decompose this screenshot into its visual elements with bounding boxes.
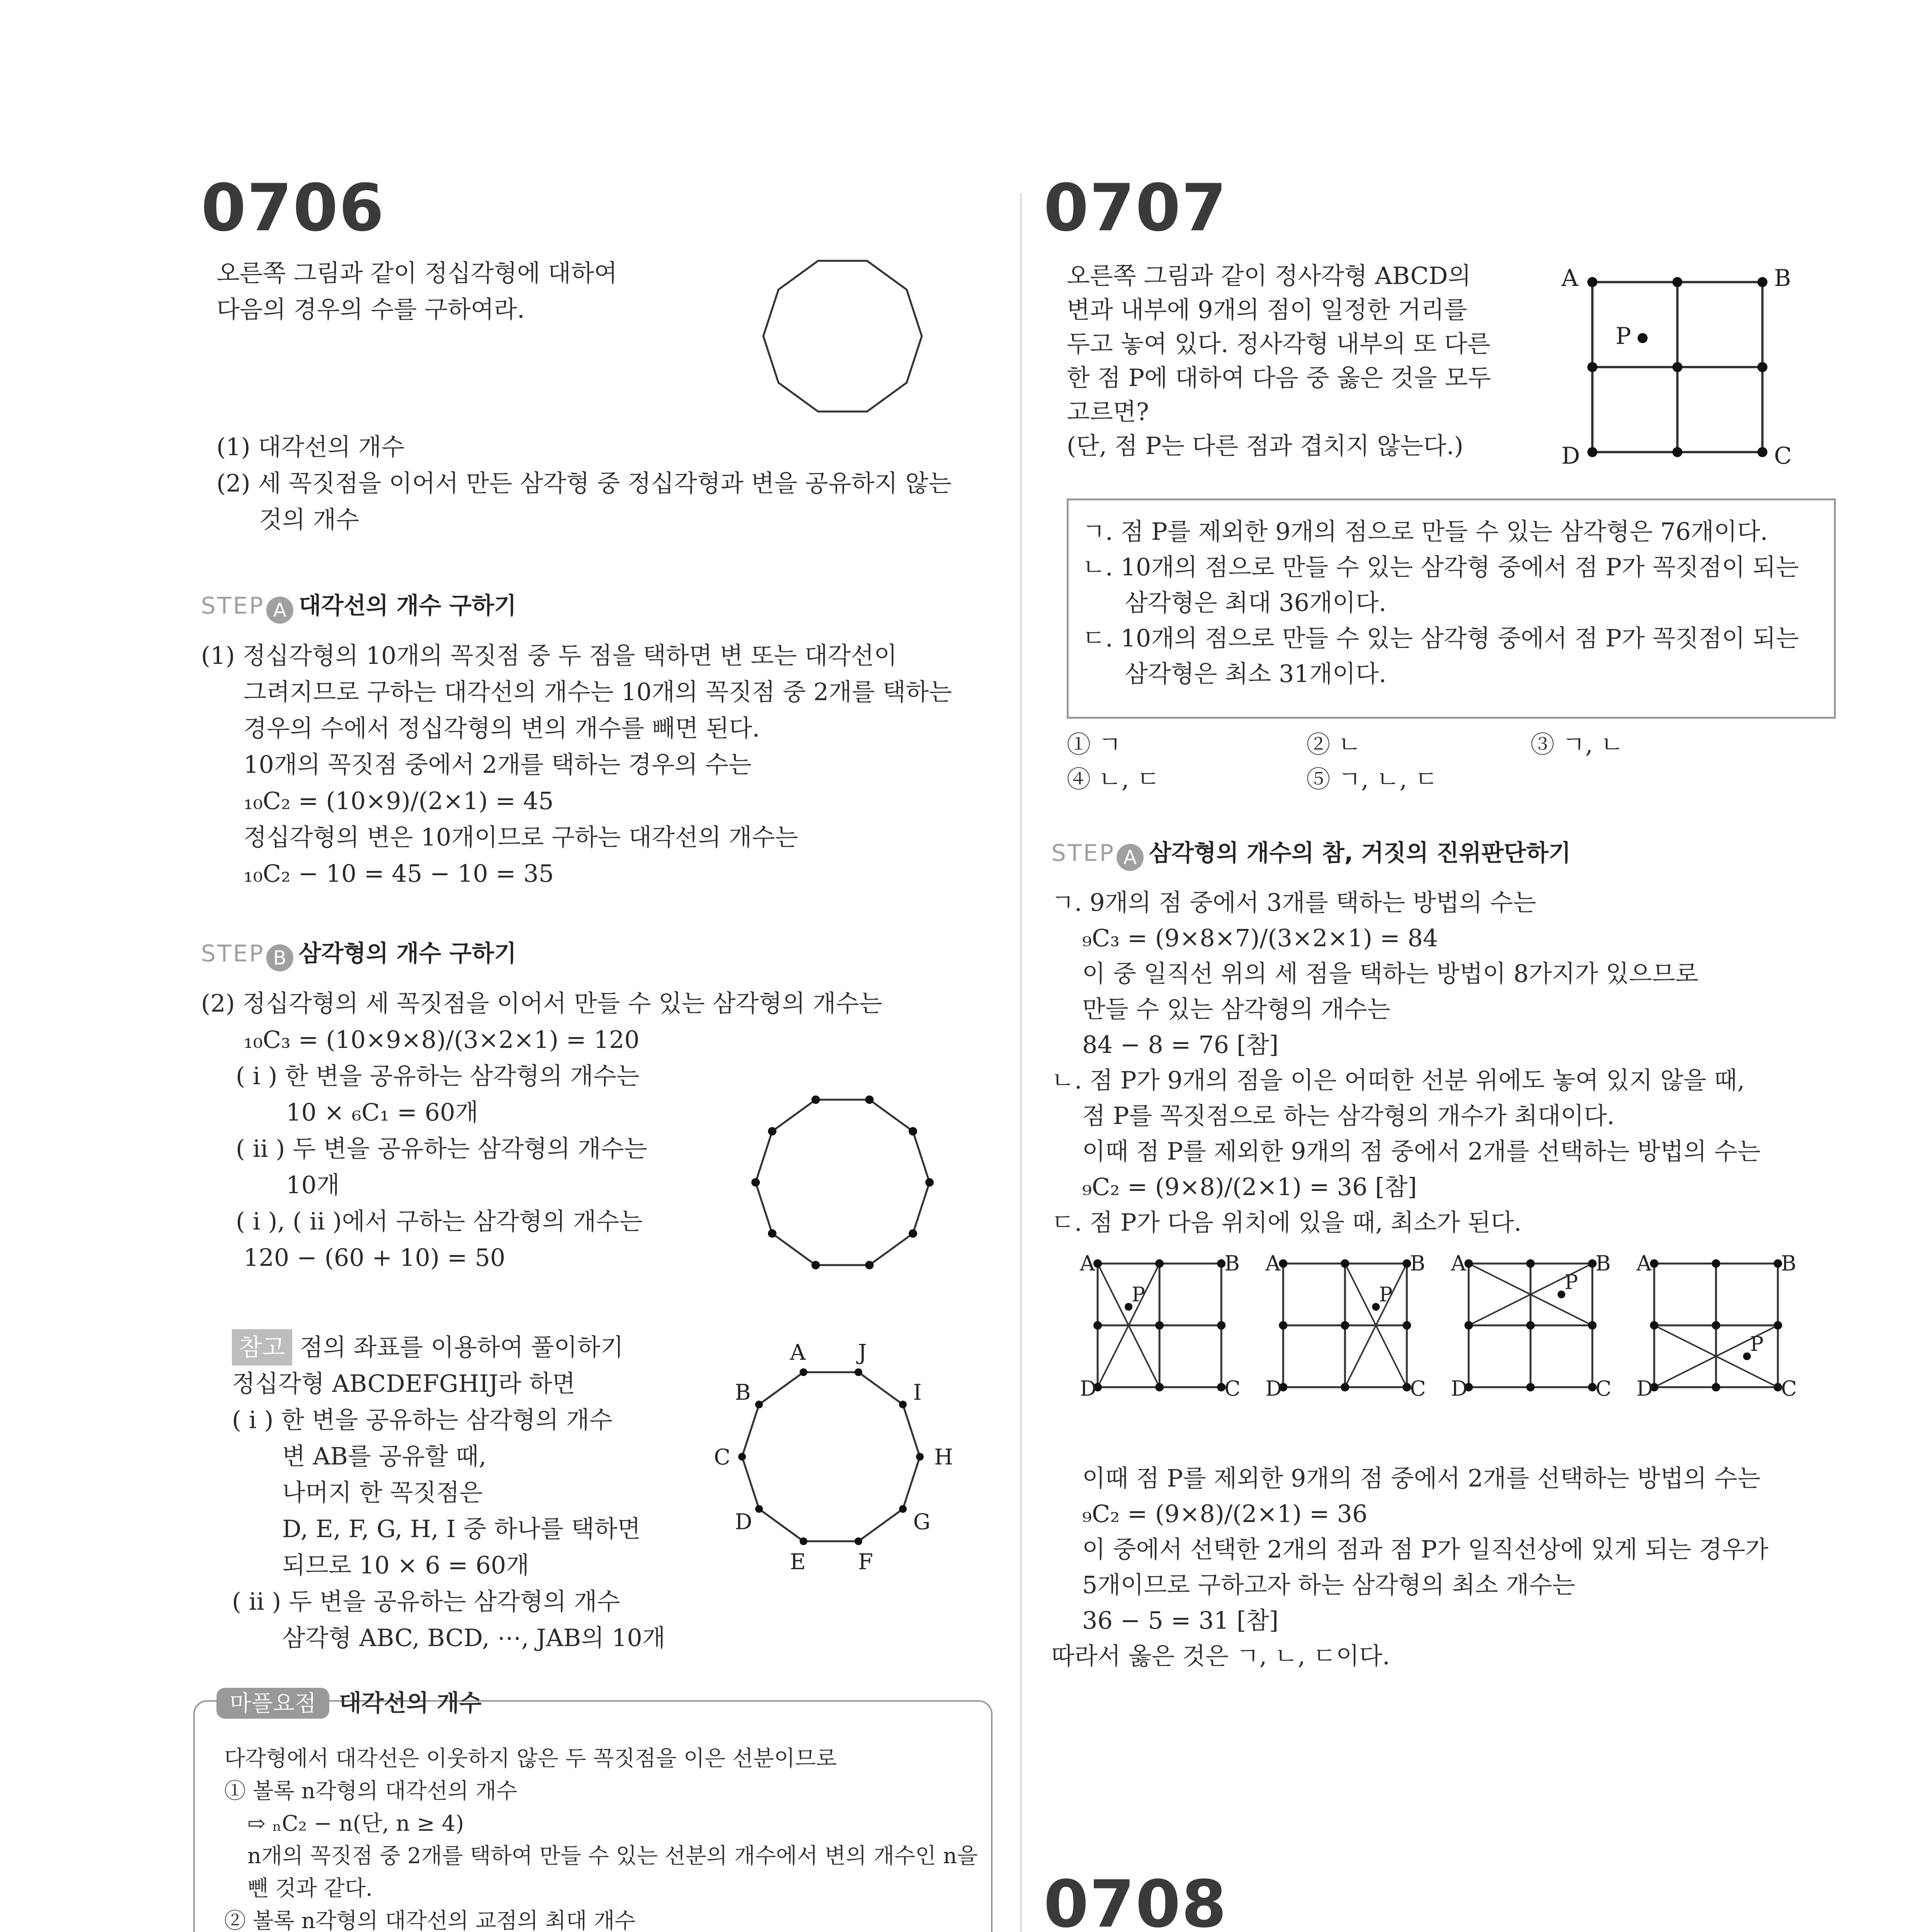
solution-0707-part2 bbox=[1051, 1461, 1769, 1674]
subquestions-0706 bbox=[216, 429, 952, 538]
formula-line: ₁₀C₂ − 10 = 45 − 10 = 35 bbox=[243, 859, 554, 888]
question-line: (단, 점 P는 다른 점과 겹치지 않는다.) bbox=[1067, 432, 1464, 460]
grid-dot bbox=[1155, 1259, 1164, 1268]
label-p: P bbox=[1616, 323, 1631, 350]
label-b: B bbox=[1595, 1251, 1611, 1276]
grid-dot bbox=[1757, 447, 1767, 457]
conclusion-line: 따라서 옳은 것은 ㄱ, ㄴ, ㄷ이다. bbox=[1051, 1642, 1390, 1670]
formula-line: ₉C₂ = (9×8)/(2×1) = 36 [참] bbox=[1082, 1173, 1417, 1201]
tip-line: 다각형에서 대각선은 이웃하지 않은 두 꼭짓점을 이은 선분이므로 bbox=[224, 1746, 837, 1771]
reference-line: 정십각형 ABCDEFGHIJ라 하면 bbox=[232, 1369, 575, 1398]
question-line: 두고 놓여 있다. 정사각형 내부의 또 다른 bbox=[1067, 330, 1491, 358]
tip-line: ① 볼록 n각형의 대각선의 개수 bbox=[224, 1779, 518, 1804]
formula-line: ₉C₃ = (9×8×7)/(3×2×1) = 84 bbox=[1082, 924, 1438, 952]
question-0706 bbox=[216, 255, 617, 328]
vertex-dot bbox=[755, 1505, 763, 1513]
grid-dot bbox=[1155, 1383, 1164, 1391]
formula-line: 36 − 5 = 31 [참] bbox=[1082, 1606, 1279, 1634]
solution-line: 이때 점 P를 제외한 9개의 점 중에서 2개를 선택하는 방법의 수는 bbox=[1082, 1464, 1761, 1492]
label-b: B bbox=[1781, 1251, 1796, 1276]
vertex-dot bbox=[768, 1127, 776, 1136]
vertex-dot bbox=[751, 1178, 760, 1187]
vertex-dot bbox=[811, 1261, 820, 1269]
step-title: 삼각형의 개수의 참, 거짓의 진위판단하기 bbox=[1149, 840, 1571, 867]
vertex-dot bbox=[855, 1368, 862, 1376]
point-p-dot bbox=[1372, 1303, 1380, 1311]
solution-line: 그려지므로 구하는 대각선의 개수는 10개의 꼭짓점 중 2개를 택하는 bbox=[243, 678, 952, 706]
grid-dot bbox=[1526, 1383, 1535, 1391]
solution-a-0706 bbox=[201, 638, 952, 892]
question-line: 변과 내부에 9개의 점이 일정한 거리를 bbox=[1067, 296, 1468, 324]
grid-dot bbox=[1672, 277, 1682, 287]
reference-line: 변 AB를 공유할 때, bbox=[282, 1442, 487, 1470]
column-divider bbox=[1020, 193, 1021, 1932]
label-c: C bbox=[1774, 442, 1792, 469]
reference-line: 되므로 10 × 6 = 60개 bbox=[282, 1551, 529, 1579]
vertex-dot bbox=[800, 1368, 807, 1376]
decagon-labeled-figure bbox=[696, 1329, 966, 1577]
statement-line: 삼각형은 최대 36개이다. bbox=[1125, 588, 1387, 617]
grid-dot bbox=[1093, 1321, 1102, 1330]
subquestion-1: (1) 대각선의 개수 bbox=[216, 433, 405, 461]
question-line: 고르면? bbox=[1067, 398, 1149, 426]
vertex-dot bbox=[800, 1537, 807, 1545]
label-c: C bbox=[1410, 1376, 1426, 1401]
label-b: B bbox=[1224, 1251, 1240, 1276]
vertex-dot bbox=[865, 1261, 874, 1269]
grid-dot bbox=[1757, 277, 1767, 287]
vertex-label: J bbox=[858, 1340, 867, 1365]
statement-line: ㄱ. 점 P를 제외한 9개의 점으로 만들 수 있는 삼각형은 76개이다. bbox=[1082, 517, 1768, 546]
label-a: A bbox=[1265, 1251, 1280, 1276]
grid-dot bbox=[1757, 362, 1767, 372]
option-3[interactable]: ③ ㄱ, ㄴ bbox=[1531, 730, 1624, 759]
label-b: B bbox=[1774, 265, 1791, 292]
question-line: 한 점 P에 대하여 다음 중 옳은 것을 모두 bbox=[1067, 364, 1491, 392]
step-title: 대각선의 개수 구하기 bbox=[298, 592, 517, 619]
tip-line: ⇨ ₙC₂ − n(단, n ≥ 4) bbox=[247, 1811, 464, 1836]
label-d: D bbox=[1265, 1376, 1282, 1401]
solution-line: (2) 정십각형의 세 꼭짓점을 이어서 만들 수 있는 삼각형의 개수는 bbox=[201, 989, 882, 1017]
step-letter: A bbox=[1117, 844, 1144, 871]
vertex-dot bbox=[925, 1178, 934, 1187]
question-line: 다음의 경우의 수를 구하여라. bbox=[216, 295, 525, 323]
option-1[interactable]: ① ㄱ bbox=[1067, 730, 1122, 759]
decagon-figure bbox=[758, 251, 928, 421]
grid-dot bbox=[1341, 1259, 1349, 1268]
statements-0707 bbox=[1082, 514, 1799, 692]
point-p-dot bbox=[1638, 333, 1648, 343]
step-label: STEP bbox=[201, 940, 265, 967]
label-a: A bbox=[1561, 265, 1578, 292]
decagon-dots-figure bbox=[742, 1082, 943, 1283]
vertex-dot bbox=[916, 1453, 924, 1461]
grid-dot bbox=[1403, 1321, 1411, 1330]
vertex-dot bbox=[865, 1095, 874, 1104]
reference-line: 삼각형 ABC, BCD, ⋯, JAB의 10개 bbox=[282, 1624, 666, 1652]
label-d: D bbox=[1080, 1376, 1097, 1401]
formula-line: 84 − 8 = 76 [참] bbox=[1082, 1031, 1279, 1059]
small-grid-figures bbox=[1079, 1251, 1797, 1401]
label-a: A bbox=[1636, 1251, 1651, 1276]
square-grid-figure bbox=[1546, 255, 1809, 471]
grid-dot bbox=[1279, 1321, 1287, 1330]
reference-title: 점의 좌표를 이용하여 풀이하기 bbox=[300, 1333, 624, 1361]
problem-number-0708: 0708 bbox=[1044, 1866, 1227, 1932]
grid-dot bbox=[1587, 362, 1597, 372]
vertex-dot bbox=[909, 1229, 917, 1238]
grid-dot bbox=[1526, 1259, 1535, 1268]
label-d: D bbox=[1451, 1376, 1468, 1401]
vertex-label: F bbox=[858, 1549, 873, 1575]
solution-line: ㄱ. 9개의 점 중에서 3개를 택하는 방법의 수는 bbox=[1051, 888, 1536, 917]
solution-line: (1) 정십각형의 10개의 꼭짓점 중 두 점을 택하면 변 또는 대각선이 bbox=[201, 641, 897, 670]
label-p: P bbox=[1565, 1271, 1578, 1294]
label-d: D bbox=[1561, 442, 1580, 469]
small-grid bbox=[1079, 1251, 1240, 1401]
tip-line: ② 볼록 n각형의 대각선의 교점의 최대 개수 bbox=[224, 1908, 636, 1932]
label-a: A bbox=[1080, 1251, 1095, 1276]
step-label: STEP bbox=[1051, 840, 1115, 867]
small-grid bbox=[1265, 1251, 1426, 1401]
vertex-dot bbox=[855, 1537, 862, 1545]
vertex-label: E bbox=[790, 1549, 806, 1575]
label-c: C bbox=[1781, 1376, 1797, 1401]
solution-line: ㄷ. 점 P가 다음 위치에 있을 때, 최소가 된다. bbox=[1051, 1208, 1522, 1236]
label-a: A bbox=[1451, 1251, 1466, 1276]
reference-line: 나머지 한 꼭짓점은 bbox=[282, 1478, 483, 1507]
vertex-label: H bbox=[934, 1445, 953, 1470]
vertex-dot bbox=[768, 1229, 776, 1238]
reference-line: D, E, F, G, H, I 중 하나를 택하면 bbox=[282, 1515, 641, 1543]
formula-line: 120 − (60 + 10) = 50 bbox=[243, 1243, 506, 1272]
tip-tag: 마플요점 bbox=[216, 1688, 329, 1719]
tip-title: 대각선의 개수 bbox=[339, 1690, 482, 1717]
solution-line: ㄴ. 점 P가 9개의 점을 이은 어떠한 선분 위에도 놓여 있지 않을 때, bbox=[1051, 1066, 1745, 1094]
grid-dot bbox=[1712, 1259, 1720, 1268]
statement-line: ㄷ. 10개의 점으로 만들 수 있는 삼각형 중에서 점 P가 꼭짓점이 되는 bbox=[1082, 624, 1799, 652]
tip-content bbox=[224, 1743, 978, 1932]
label-p: P bbox=[1750, 1333, 1764, 1356]
solution-line: 정십각형의 변은 10개이므로 구하는 대각선의 개수는 bbox=[243, 823, 798, 851]
decagon-outline bbox=[742, 1372, 920, 1541]
label-c: C bbox=[1224, 1376, 1241, 1401]
grid-dot bbox=[1526, 1321, 1535, 1330]
decagon-outline bbox=[756, 1100, 930, 1265]
vertex-dot bbox=[738, 1453, 746, 1461]
problem-number-0707: 0707 bbox=[1044, 170, 1227, 246]
vertex-dot bbox=[909, 1127, 917, 1136]
grid-dot bbox=[1587, 277, 1597, 287]
solution-line: 경우의 수에서 정십각형의 변의 개수를 빼면 된다. bbox=[243, 714, 760, 742]
minimum-case-figures bbox=[1074, 1248, 1824, 1457]
solution-line: ( ii ) 두 변을 공유하는 삼각형의 개수는 bbox=[236, 1134, 647, 1163]
step-b-heading-0706 bbox=[201, 935, 516, 971]
vertex-dot bbox=[811, 1095, 820, 1104]
small-grid bbox=[1451, 1251, 1611, 1401]
grid-dot bbox=[1341, 1383, 1349, 1391]
subquestion-2: (2) 세 꼭짓점을 이어서 만든 삼각형 중 정십각형과 변을 공유하지 않는 bbox=[216, 469, 952, 497]
point-p-dot bbox=[1743, 1352, 1751, 1360]
tip-line: 뺀 것과 같다. bbox=[247, 1876, 373, 1901]
reference-0706 bbox=[232, 1329, 666, 1656]
step-letter: B bbox=[266, 944, 293, 971]
option-2[interactable]: ② ㄴ bbox=[1306, 730, 1361, 759]
decagon-outline bbox=[763, 261, 922, 412]
vertex-dot bbox=[899, 1401, 907, 1408]
reference-line: ( i ) 한 변을 공유하는 삼각형의 개수 bbox=[232, 1406, 613, 1434]
formula-line: ₁₀C₂ = (10×9)/(2×1) = 45 bbox=[243, 787, 554, 815]
grid-dot bbox=[1672, 447, 1682, 457]
vertex-label: B bbox=[735, 1380, 751, 1405]
grid-dot bbox=[1774, 1321, 1782, 1330]
vertex-label: I bbox=[913, 1380, 922, 1405]
option-5[interactable]: ⑤ ㄱ, ㄴ, ㄷ bbox=[1306, 765, 1438, 793]
step-letter: A bbox=[266, 597, 293, 624]
grid-dot bbox=[1464, 1321, 1473, 1330]
grid-dot bbox=[1650, 1321, 1658, 1330]
step-title: 삼각형의 개수 구하기 bbox=[298, 940, 517, 967]
solution-line: 10개의 꼭짓점 중에서 2개를 택하는 경우의 수는 bbox=[243, 750, 752, 779]
statement-line: 삼각형은 최소 31개이다. bbox=[1125, 660, 1387, 688]
label-p: P bbox=[1379, 1283, 1393, 1306]
vertex-label: A bbox=[790, 1340, 806, 1365]
tip-line: n개의 꼭짓점 중 2개를 택하여 만들 수 있는 선분의 개수에서 변의 개수인 n을 bbox=[247, 1844, 978, 1869]
step-a-heading-0706 bbox=[201, 587, 516, 624]
solution-line: 만들 수 있는 삼각형의 개수는 bbox=[1082, 995, 1391, 1023]
solution-line: 점 P를 꼭짓점으로 하는 삼각형의 개수가 최대이다. bbox=[1082, 1102, 1615, 1130]
small-grid bbox=[1636, 1251, 1797, 1401]
grid-dot bbox=[1587, 447, 1597, 457]
step-a-heading-0707 bbox=[1051, 835, 1571, 871]
grid-dot bbox=[1712, 1321, 1720, 1330]
reference-line: ( ii ) 두 변을 공유하는 삼각형의 개수 bbox=[232, 1587, 620, 1616]
solution-line: ( i ) 한 변을 공유하는 삼각형의 개수는 bbox=[236, 1062, 640, 1090]
reference-tag: 참고 bbox=[232, 1329, 292, 1366]
solution-line: 이 중 일직선 위의 세 점을 택하는 방법이 8가지가 있으므로 bbox=[1082, 959, 1699, 988]
step-label: STEP bbox=[201, 592, 265, 619]
question-line: 오른쪽 그림과 같이 정십각형에 대하여 bbox=[216, 259, 618, 287]
question-line: 오른쪽 그림과 같이 정사각형 ABCD의 bbox=[1067, 262, 1471, 290]
solution-line: 이 중에서 선택한 2개의 점과 점 P가 일직선상에 있게 되는 경우가 bbox=[1082, 1535, 1769, 1563]
vertex-label: D bbox=[735, 1509, 752, 1535]
solution-0707-part1 bbox=[1051, 885, 1760, 1240]
label-d: D bbox=[1636, 1376, 1653, 1401]
option-4[interactable]: ④ ㄴ, ㄷ bbox=[1067, 765, 1160, 793]
vertex-dot bbox=[755, 1401, 763, 1408]
formula-line: 10 × ₆C₁ = 60개 bbox=[286, 1098, 478, 1126]
grid-dot bbox=[1217, 1321, 1226, 1330]
vertex-dot bbox=[899, 1505, 907, 1513]
grid-dot bbox=[1341, 1321, 1349, 1330]
solution-line: 5개이므로 구하고자 하는 삼각형의 최소 개수는 bbox=[1082, 1571, 1575, 1599]
vertex-label: C bbox=[714, 1445, 730, 1470]
solution-line: ( i ), ( ii )에서 구하는 삼각형의 개수는 bbox=[236, 1207, 643, 1235]
decagon-with-vertices bbox=[751, 1095, 934, 1269]
point-p-dot bbox=[1125, 1303, 1132, 1311]
tip-heading bbox=[216, 1685, 482, 1718]
grid-dot bbox=[1712, 1383, 1720, 1391]
formula-line: ₉C₂ = (9×8)/(2×1) = 36 bbox=[1082, 1500, 1368, 1528]
point-p-dot bbox=[1558, 1291, 1565, 1298]
label-c: C bbox=[1595, 1376, 1612, 1401]
label-b: B bbox=[1410, 1251, 1425, 1276]
subquestion-2-cont: 것의 개수 bbox=[259, 505, 359, 534]
question-0707 bbox=[1067, 259, 1491, 463]
grid-dot bbox=[1155, 1321, 1164, 1330]
vertex-label: G bbox=[913, 1509, 931, 1535]
grid-dot bbox=[1672, 362, 1682, 372]
label-p: P bbox=[1132, 1283, 1145, 1306]
formula-line: ₁₀C₃ = (10×9×8)/(3×2×1) = 120 bbox=[243, 1026, 640, 1054]
problem-number-0706: 0706 bbox=[201, 170, 385, 246]
grid-dot bbox=[1588, 1321, 1597, 1330]
decagon-labeled bbox=[714, 1340, 953, 1575]
statement-line: ㄴ. 10개의 점으로 만들 수 있는 삼각형 중에서 점 P가 꼭짓점이 되는 bbox=[1082, 553, 1799, 581]
solution-line: 이때 점 P를 제외한 9개의 점 중에서 2개를 선택하는 방법의 수는 bbox=[1082, 1137, 1761, 1165]
solution-line: 10개 bbox=[286, 1171, 340, 1199]
